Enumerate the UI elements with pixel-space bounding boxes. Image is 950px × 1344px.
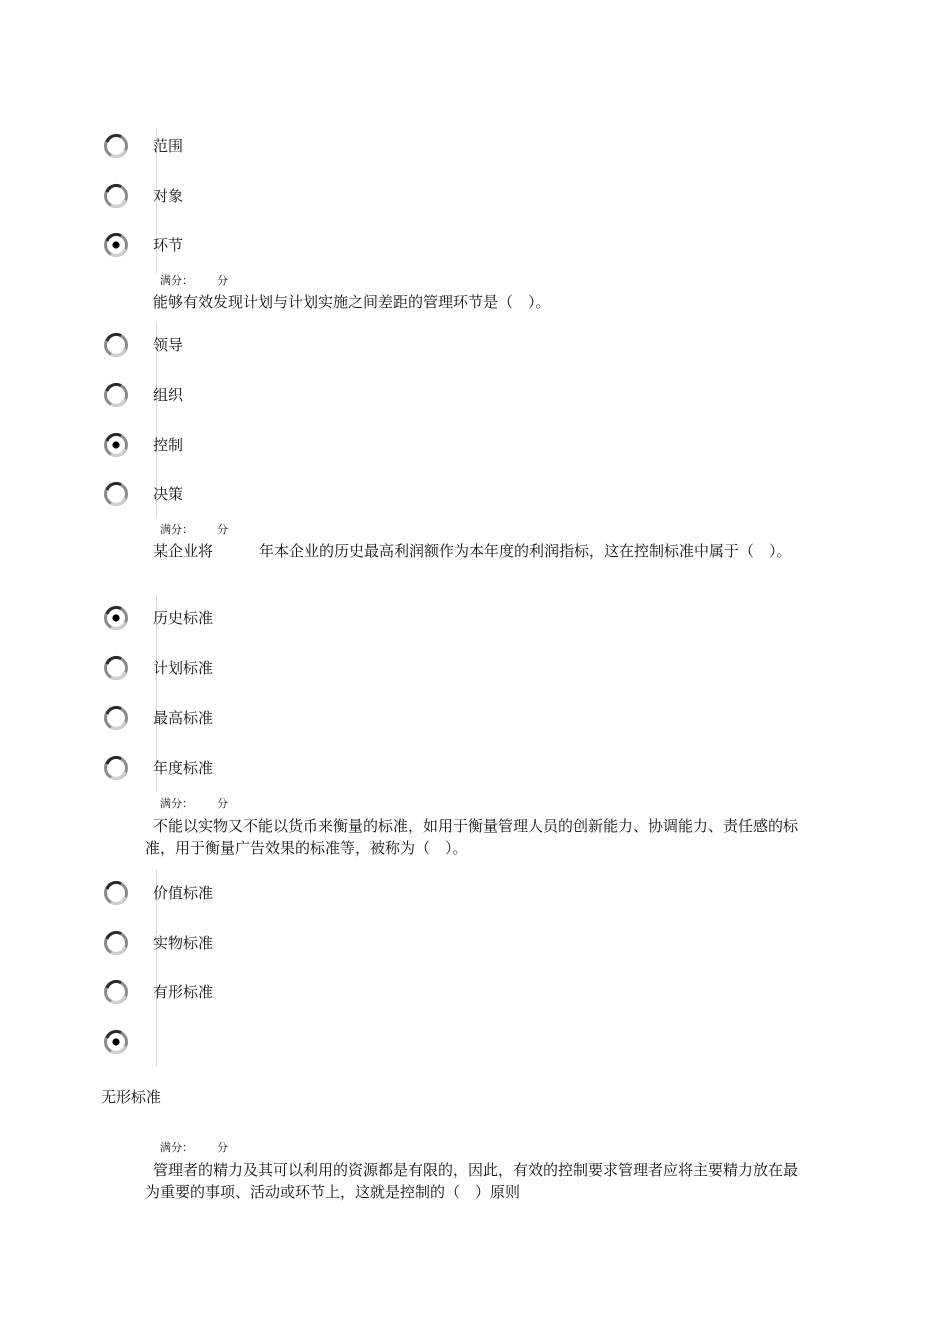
radio-selected-icon[interactable] <box>103 232 129 258</box>
radio-unselected-icon[interactable] <box>103 382 129 408</box>
radio-unselected-icon[interactable] <box>103 655 129 681</box>
radio-unselected-icon[interactable] <box>103 133 129 159</box>
option-label: 最高标准 <box>153 709 214 727</box>
option-label: 计划标准 <box>153 659 214 677</box>
option-label: 范围 <box>153 137 184 155</box>
question-text: 不能以实物又不能以货币来衡量的标准，如用于衡量管理人员的创新能力、协调能力、责任感的标准，用于衡量广告效果的标准等，被称为（ ）。 <box>145 817 799 857</box>
radio-unselected-icon[interactable] <box>103 979 129 1005</box>
option-label: 有形标准 <box>153 983 214 1001</box>
option-label: 控制 <box>153 436 184 454</box>
radio-selected-icon[interactable] <box>103 605 129 631</box>
score-line: 满分： 分 <box>160 797 228 810</box>
radio-unselected-icon[interactable] <box>103 755 129 781</box>
radio-selected-icon[interactable] <box>103 1029 129 1055</box>
option-label: 决策 <box>153 485 184 503</box>
question-text: 能够有效发现计划与计划实施之间差距的管理环节是（ ）。 <box>153 293 551 311</box>
option-label: 对象 <box>153 187 184 205</box>
option-label: 实物标准 <box>153 934 214 952</box>
option-label: 领导 <box>153 336 184 354</box>
radio-unselected-icon[interactable] <box>103 930 129 956</box>
radio-selected-icon[interactable] <box>103 432 129 458</box>
radio-unselected-icon[interactable] <box>103 332 129 358</box>
radio-unselected-icon[interactable] <box>103 705 129 731</box>
option-label: 组织 <box>153 386 184 404</box>
score-line: 满分： 分 <box>160 523 228 536</box>
radio-unselected-icon[interactable] <box>103 880 129 906</box>
option-label: 历史标准 <box>153 609 214 627</box>
option-label: 价值标准 <box>153 884 214 902</box>
question-text: 管理者的精力及其可以利用的资源都是有限的，因此，有效的控制要求管理者应将主要精力放在最为重要的事项、活动或环节上，这就是控制的（ ）原则 <box>145 1161 799 1201</box>
score-line: 满分： 分 <box>160 274 228 287</box>
option-label: 环节 <box>153 236 184 254</box>
question-text: 某企业将 年本企业的历史最高利润额作为本年度的利润指标，这在控制标准中属于（ ）。 <box>153 542 792 560</box>
option-label: 年度标准 <box>153 759 214 777</box>
radio-unselected-icon[interactable] <box>103 481 129 507</box>
radio-unselected-icon[interactable] <box>103 183 129 209</box>
option-label: 无形标准 <box>101 1088 162 1106</box>
score-line: 满分： 分 <box>160 1141 228 1154</box>
